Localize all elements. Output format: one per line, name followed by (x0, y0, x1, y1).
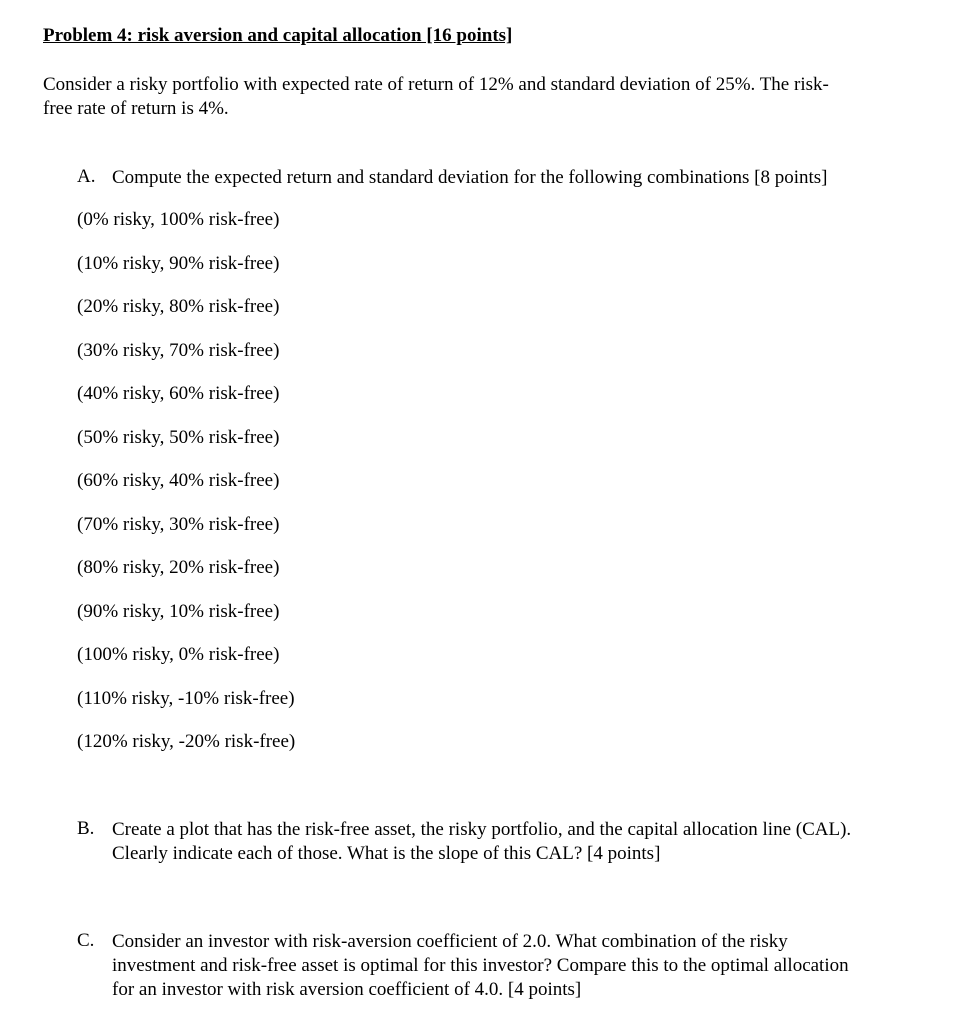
combination-2: (20% risky, 80% risk-free) (77, 296, 280, 317)
part-c-text (112, 930, 952, 1002)
intro-line-2: free rate of return is 4%. (43, 98, 229, 119)
problem-intro (43, 73, 933, 121)
combination-5: (50% risky, 50% risk-free) (77, 427, 280, 448)
combination-9: (90% risky, 10% risk-free) (77, 601, 280, 622)
combination-0: (0% risky, 100% risk-free) (77, 209, 280, 230)
part-c-line-1: Consider an investor with risk-aversion coefficient of 2.0. What combination of the risky (112, 931, 788, 952)
part-b-line-1: Create a plot that has the risk-free asset, the risky portfolio, and the capital allocation line (CAL). (112, 819, 852, 840)
part-c-label: C. (77, 930, 95, 951)
combination-6: (60% risky, 40% risk-free) (77, 470, 280, 491)
combination-12: (120% risky, -20% risk-free) (77, 731, 296, 752)
combination-3: (30% risky, 70% risk-free) (77, 340, 280, 361)
part-c-line-3: for an investor with risk aversion coefficient of 4.0. [4 points] (112, 979, 582, 1000)
part-b-label: B. (77, 818, 95, 839)
part-b-line-2: Clearly indicate each of those. What is the slope of this CAL? [4 points] (112, 843, 661, 864)
combination-7: (70% risky, 30% risk-free) (77, 514, 280, 535)
intro-line-1: Consider a risky portfolio with expected rate of return of 12% and standard deviation of 25%. The risk- (43, 74, 829, 95)
combination-8: (80% risky, 20% risk-free) (77, 557, 280, 578)
combination-11: (110% risky, -10% risk-free) (77, 688, 295, 709)
part-a-text: Compute the expected return and standard deviation for the following combinations [8 points] (112, 167, 828, 188)
combination-10: (100% risky, 0% risk-free) (77, 644, 280, 665)
combination-4: (40% risky, 60% risk-free) (77, 383, 280, 404)
problem-title: Problem 4: risk aversion and capital allocation [16 points] (43, 25, 513, 46)
combination-1: (10% risky, 90% risk-free) (77, 253, 280, 274)
part-b-text (112, 818, 952, 866)
part-c-line-2: investment and risk-free asset is optimal for this investor? Compare this to the optimal allocation (112, 955, 849, 976)
part-a-label: A. (77, 166, 96, 187)
